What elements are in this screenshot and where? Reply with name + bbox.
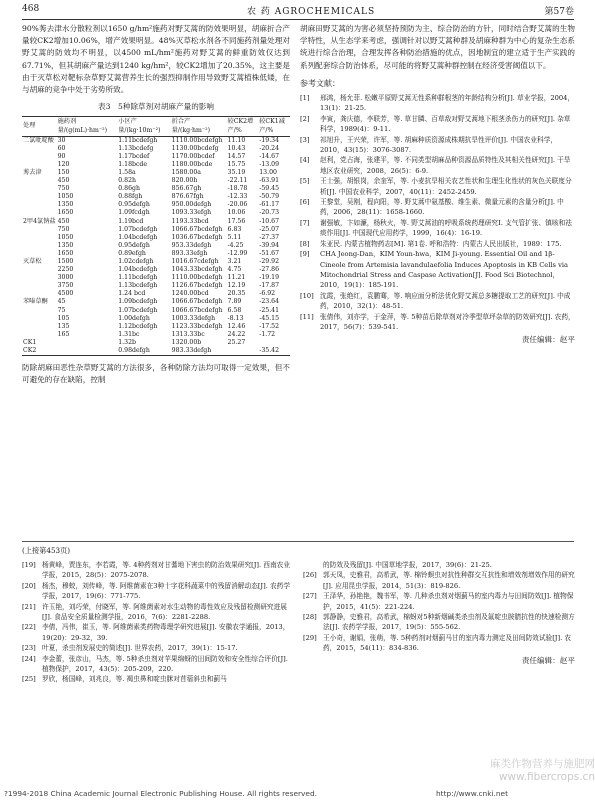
reference-item [300,291,575,312]
table-cell [22,201,57,209]
table-cell [258,339,290,347]
table-cell: 950.00defgh [171,201,212,209]
table-cell: 1.58a [118,168,136,176]
table-cell: 1066.67bcdefgh [171,225,223,233]
table-cell: 953.33defgh [171,241,212,249]
table-cell: -25.07 [259,225,280,233]
table-row [22,339,290,347]
table-cell: 12.19 [227,282,246,290]
table-cell: -19.34 [259,136,280,144]
table-cell: 150 [57,168,70,176]
table-header-cell: 较CK2增产/% [227,117,259,136]
table-row [22,266,290,274]
reference-item [300,312,575,333]
table-cell: 1.11bcdefgh [118,136,158,144]
reference-number: [3] [300,135,310,144]
table-cell: 1.04bcdefgh [118,233,158,241]
table-cell: 856.67gh [171,185,202,193]
table-cell: 0.86gh [118,185,140,193]
table-cell [57,339,118,347]
table-cell: 4.75 [227,266,242,274]
table-cell: -22.11 [227,177,248,185]
reference-number: [6] [300,198,310,207]
table-header-cell: 折合产量/(kg·hm⁻²) [171,117,227,136]
table-cell: 1050 [57,233,74,241]
reference-number: [23] [22,644,36,653]
table-cell: 1016.67cdefgh [171,258,219,266]
table-cell: -45.15 [259,314,280,322]
table-cell: 15.75 [227,160,246,168]
table-cell: 0.98defgh [117,347,170,356]
bottom-editor-note: 责任编辑：赵平 [521,655,575,665]
reference-number: [11] [300,312,314,321]
table-cell: 1110.00bcdefgh [171,274,223,282]
table-cell: -23.64 [259,298,280,306]
table-cell: 10.43 [227,144,246,152]
reference-list [300,93,575,332]
reference-number: [25] [22,675,36,684]
table-cell: 750 [57,185,70,193]
reference-item [22,560,292,581]
table-cell: 二氯吡啶酸 [23,136,54,144]
table-cell [22,209,57,217]
reference-item [22,602,292,623]
reference-number: [26] [303,571,317,580]
reference-item [300,249,575,291]
table-cell: 1126.67bcdefgh [171,282,223,290]
table-cell: 灭草松 [23,258,42,266]
table-row [22,193,290,201]
volume-label: 第57卷 [544,7,574,17]
table-cell: 165 [57,330,70,338]
table-cell: 1.17bcdef [118,152,150,160]
reference-text: 张倩伟，刘亦学，于金萍，等. 5种苗后除草剂对冷季型草坪杂草的防效研究[J]. 农药，2017，56(7)：539-541. [320,312,575,331]
table-cell: 6.83 [227,225,242,233]
table-row [22,136,290,145]
table-cell: 120 [57,160,70,168]
table-cell: 0.88fgh [118,193,143,201]
table-cell: 3750 [57,282,74,290]
table-cell: 35.19 [227,168,246,176]
table-cell: 11.21 [227,274,246,282]
table-cell: 14.57 [227,152,246,160]
table-cell: 1043.33bcdefgh [171,266,223,274]
bottom-right-column [303,560,575,666]
reference-text: 李寅，龚庆德，李联芳，等. 草甘膦、百草敌对野艾蒿地下根茎杀伤力的研究[J]. 杂草科学，1989(4)：9-11. [320,114,571,134]
table-row [22,315,290,323]
table-cell: 450 [57,177,70,185]
table-cell: -19.19 [259,274,280,282]
table-row [22,298,290,306]
reference-number: [4] [300,156,310,165]
left-outro-paragraph: 防除胡麻田恶性杂草野艾蒿的方法很多，各种防除方法均可取得一定效果，但不可避免的存在缺陷，控制 [22,363,290,385]
table-cell: 1320.00b [171,338,202,346]
table-cell: 1350 [57,241,74,249]
table-row [22,290,290,298]
table-cell: 17.56 [227,217,246,225]
table-cell: 1123.33bcdefgh [171,322,223,330]
page-footer [4,785,594,803]
table-cell: 1313.33bc [171,330,205,338]
reference-text: 杨杰，穆蛟，刘传峰，等. 阿维菌素在3种十字花科蔬菜中的残留消解动态[J]. 农药学学报，2017，19(6)：771-775. [42,581,291,601]
table-cell [22,250,57,258]
reference-text: 赵利，党占海，张建平，等. 不同类型胡麻品种资源品质特性及其相关性研究[J]. 干旱地区农业研究，2008，26(5)：6-9. [320,156,571,175]
table-cell: 莠去津 [23,168,42,176]
copyright-notice: ?1994-2018 China Academic Journal Electronic Publishing House. All rights reserved. [4,789,318,798]
reference-number: [8] [300,239,310,248]
table-cell [22,307,57,315]
table-cell: -4.25 [227,241,244,249]
table-cell: 1130.00bcdefg [171,144,219,152]
reference-text: 李金蕾，张彦山，马杰，等. 5种杀虫剂对苹果绵蚜的田间防效和安全性综合评价[J]. 植物保护，2017，43(5)：205-209，220. [42,654,288,674]
table-cell: -10.67 [259,217,280,225]
table-cell: 3000 [57,274,74,282]
table-cell: 6.58 [227,306,242,314]
table-cell: 1580.00a [171,168,201,176]
table-cell [22,193,57,201]
table-cell: 11.10 [227,136,246,144]
right-column [300,23,575,347]
table-cell: 1350 [57,201,74,209]
table-cell: -27.37 [259,233,280,241]
left-intro-paragraph: 90%莠去津水分散粒剂以1650 g/hm²施药对野艾蒿的防效果明显，胡麻折合产量较CK2增加10.06%，增产效果明显。48%灭草松水剂各不同施药剂量处理对野艾蒿的防效均不明显，以4500 mL/hm²施药对野艾蒿的鲜重防效仅达到67.71%，但其胡麻产量达到1240 kg/hm²，较CK2增加了20.35%，这主要是由于灭草松对靶标杂草野艾蒿营养生长的强烈抑制作用导致野艾蒿植株低矮，在与胡麻的竞争中处于劣势所致。 [22,24,290,95]
table-cell [22,266,57,274]
reference-item [300,176,575,197]
reference-text: 李倩，冯伟，崔玉，等. 阿维菌素类药物毒理学研究进展[J]. 安徽农学通报，2013，19(20)：29-32，39. [42,623,290,642]
reference-text: 杨黄峰，贾连东，李若霞，等. 4种药剂对甘蓍地下害虫的防治效果研究[J]. 西南农业学报，2015，28(5)：2075-2078. [42,561,291,580]
table-cell [22,145,57,153]
table-cell: CK1 [23,338,37,346]
table-cell [22,177,57,185]
reference-item [303,591,575,612]
table-cell [22,274,57,282]
table-cell [22,185,57,193]
table-cell: 45 [57,298,66,306]
table-cell: -6.92 [259,290,276,298]
reference-item [22,581,292,602]
table-cell: -51.67 [259,249,280,257]
table-cell: 135 [57,322,70,330]
reference-item [300,239,575,249]
table-cell: 0.82h [118,177,136,185]
table-row [22,242,290,250]
table-cell [22,282,57,290]
table-cell: 1.32b [118,338,136,346]
site-watermark: 麻类作物营养与施肥网 www.fibercrops.cn [490,758,595,783]
cnki-link[interactable]: http://www.cnki.net [436,789,509,798]
reference-text: 王泽华，孙艳艳，魏书军，等. 几种杀虫剂对烟蓟马的室内毒力与田间防效[J]. 植物保护，2015，41(5)：221-224. [323,592,574,611]
table-cell: 10.06 [227,209,246,217]
section-divider [22,541,574,542]
table-cell [22,242,57,250]
reference-text: CHA Jeong-Dan，KIM Youn-hwa，KIM Ji-young. Essential Oil and 1β-Cineole from Artemisia lavandulaefolia Induces Apoptosis in KB Cells via Mitochondrial Stress and Caspase Activation[J]. Food Sci Biotechnol，2010，19(1)：185-191. [320,250,569,290]
reference-item [300,114,575,135]
table-cell: -17.87 [259,282,280,290]
reference-text: 邢鸿，杨允菲. 松嫩平原野艾蒿无性系种群根茎的年龄结构分析[J]. 草业学报，2004，13(1)：21-25. [320,94,575,113]
table-cell: 1650 [57,249,74,257]
table-header-cell: 处理 [22,117,57,136]
table-cell: 1066.67bcdefgh [171,298,223,306]
table-cell: -50.79 [259,193,280,201]
table-cell: 1.11bcdefgh [118,274,158,282]
reference-item [22,674,292,684]
reference-text: 王士强，胡银岗，余奎军，等. 小麦抗旱相关农艺性状和生理生化性状的灰色关联度分析[J]. 中国农业科学，2007，40(11)：2452-2459. [320,177,572,196]
reference-text: 谢强敏，卞如濂，杨秋火，等. 野艾蒿油的呼吸系统药理研究Ⅰ. 支气管扩张、镇咳和祛痰作用[J]. 中国现代应用药学，1999，16(4)：16-19. [320,218,572,238]
table-cell: -14.67 [259,152,280,160]
table-cell: -20.06 [227,201,248,209]
reference-text: 祁旭升，王兴荣，许军，等. 胡麻种质资源成株期抗旱性评价[J]. 中国农业科学，2010，43(15)：3076-3087. [320,135,558,155]
yield-table [22,116,290,356]
table-cell: 5.11 [227,233,242,241]
table-cell: 30 [57,136,66,144]
table-cell [22,323,57,331]
table-cell: 1650 [57,209,74,217]
table-cell: 1003.33defgh [171,314,216,322]
table-row [22,258,290,266]
table-row [22,218,290,226]
table-cell: -63.91 [259,177,280,185]
table-cell: 893.33efgh [171,249,208,257]
table-cell: 1.07bcdefgh [118,225,158,233]
table-row [22,234,290,242]
table-body [22,136,290,356]
table-cell: 1180.00bcde [171,160,213,168]
running-header [22,4,574,20]
table-caption: 表3 5种除草剂对胡麻产量的影响 [98,102,214,112]
reference-number: [9] [300,250,310,259]
table-row [22,161,290,169]
reference-number: [2] [300,114,310,123]
header-rule [22,19,574,20]
table-cell [22,234,57,242]
table-cell: 0.95defgh [118,241,150,249]
table-cell: -1.72 [259,330,276,338]
table-cell [22,153,57,161]
table-cell: -20.24 [259,144,280,152]
table-cell: -12.99 [227,249,248,257]
table-row [22,209,290,217]
table-cell: -20.73 [259,209,280,217]
table-cell: -61.17 [259,201,280,209]
table-cell: 1170.00bcdef [171,152,215,160]
table-cell: -18.78 [227,185,248,193]
reference-number: [27] [303,592,317,601]
reference-item [303,570,575,591]
table-cell [22,226,57,234]
reference-text: 沈霞，张绝红，袁鹏骞，等. 响应面分析法优化野艾蒿总多糖提取工艺的研究[J]. 中成药，2010，32(1)：48-51. [320,291,571,311]
reference-text: 许玉艳，刘巧荣，付晓军，等. 阿维菌素对水生动物的毒性效应及残留检测研究进展[J]. 食品安全质量检测学报，2016，7(6)：2281-2288. [42,602,287,622]
reference-text: 郭天凤，史雅君，高希武，等. 棉铃螟虫对抗性种群交互抗性和增效剂增效作用的研究[J]. 应用昆虫学报，2014，51(3)：819-826. [323,571,575,590]
table-cell: -27.86 [259,266,280,274]
table-cell: -25.41 [259,306,280,314]
table-cell: 1093.33efgh [171,209,212,217]
table-cell: 75 [57,306,66,314]
table-cell: 1193.33bcd [171,217,209,225]
right-intro-paragraph: 胡麻田野艾蒿的为害必须坚持预防为主、综合防治的方针，同时结合野艾蒿的生物学特性，从生态学来考虑，强调针对以野艾蒿种群及胡麻种群为中心的复杂生态系统进行综合治理，合理发挥各种防治措施的优点，因地制宜的建立适于生产实践的系列配套综合防治体系，尽可能的将野艾蒿种群控制在经济受害阈值以下。 [300,24,575,70]
table-cell: 820.00h [171,177,198,185]
table-cell: 750 [57,225,70,233]
table-cell: 12.46 [227,322,246,330]
table-cell: 1110.00bcdefgh [171,136,223,144]
table-row [22,274,290,282]
table-row [22,347,290,356]
table-cell: -59.45 [259,185,280,193]
table-cell: -12.33 [227,193,248,201]
table-row [22,145,290,153]
reference-text: 的防效及残留[J]. 中国草地学报，2017，39(6)：21-25. [323,561,492,569]
table-row [22,177,290,185]
table-row [22,153,290,161]
table-row [22,185,290,193]
reference-item [22,643,292,653]
table-cell: -13.09 [259,160,280,168]
table-cell: CK2 [22,347,57,356]
table-cell: 3.21 [227,258,242,266]
table-cell: 25.27 [227,338,246,346]
reference-item [300,197,575,218]
journal-title: 农 药 AGROCHEMICALS [247,7,376,17]
table-cell: 1036.67bcdefgh [171,233,223,241]
table-cell: 1.18bcde [118,160,148,168]
table-cell: 1500 [57,258,74,266]
table-row [22,226,290,234]
table-cell: 1050 [57,193,74,201]
table-row [22,169,290,177]
table-cell: 983.33defgh [171,347,227,356]
reference-item [300,135,575,156]
table-cell: 1.13bcdefg [118,144,154,152]
reference-number: [21] [22,602,36,611]
table-cell: -39.94 [259,241,280,249]
reference-number: [5] [300,177,310,186]
table-row [22,307,290,315]
reference-number: [22] [22,623,36,632]
table-header-cell: 小区产量/(kg·10m⁻²) [117,117,170,136]
table-row [22,282,290,290]
table-cell: 1.09fcdgh [118,209,150,217]
table-cell: 450 [57,217,70,225]
table-cell: 1.13bcdefgh [118,282,158,290]
reference-item [22,622,292,643]
table-cell: 2250 [57,266,74,274]
table-row [22,250,290,258]
table-cell [57,347,118,356]
bottom-right-reference-list [303,560,575,654]
table-cell [22,315,57,323]
table-header-row [22,117,290,136]
table-cell: 13.00 [259,168,277,176]
table-cell [22,331,57,339]
reference-item [303,612,575,633]
reference-number: [7] [300,218,310,227]
table-cell: 1.07bcdefgh [118,306,158,314]
table-cell: 1.04bcdefgh [118,266,158,274]
table-row [22,323,290,331]
reference-item [303,560,575,570]
table-cell [22,161,57,169]
table-cell: 0.95defgh [118,201,150,209]
table-row [22,201,290,209]
table-cell: 60 [57,144,66,152]
reference-text: 王黎堂，吴刚，程向阳，等. 野艾蒿中氨基酸、维生素、微量元素的含量分析[J]. 中药，2006，28(11)：1658-1660. [320,198,564,217]
page-number: 468 [22,4,40,14]
reference-item [22,654,292,675]
table-cell: 1.00defgh [118,314,150,322]
table-cell: 1.09bcdefgh [118,298,158,306]
reference-number: [10] [300,291,314,300]
table-cell [227,347,259,356]
table-cell: 1240.00bcd [171,290,209,298]
table-row [22,331,290,339]
bottom-left-reference-list [22,560,292,685]
table-cell: -35.42 [258,347,290,356]
table-cell: 1.31bc [118,330,140,338]
references-heading: 参考文献： [300,78,340,88]
table-cell: -8.13 [227,314,244,322]
table-cell: 苯嗪草酮 [23,298,48,306]
reference-number: [24] [22,654,36,663]
reference-text: 郭静静，史雅君，高希武，棉蚜对5种新烟碱类杀虫剂及氟啶虫胺腈抗性的快速检测方法[J]. 农药学学报，2017，19(5)：555-562. [323,613,575,632]
table-cell: 24.22 [227,330,246,338]
table-cell: -29.92 [259,258,280,266]
table-cell: 105 [57,314,70,322]
table-cell: 876.67fgh [171,193,204,201]
reference-item [303,633,575,654]
table-cell: 7.89 [227,298,242,306]
table-header-cell: 较CK1减产/% [258,117,290,136]
table-cell: 2甲4氯钠盐 [23,217,56,225]
table-cell: 1.02cdefgh [118,258,154,266]
reference-number: [29] [303,633,317,642]
table-cell: 0.89efgh [118,249,146,257]
table-cell: 20.35 [227,290,246,298]
reference-text: 罗欣，杨国峰，刘兆良，等. 褐虫鼻和啶虫脒对苜蓿斜虫和蓟马 [42,675,227,684]
table-cell: 1.19bcd [118,217,144,225]
reference-number: [1] [300,94,310,103]
continuation-label: (上接第453页) [22,546,71,555]
table-header-cell: 施药剂量/(g(mL)·hm⁻²) [57,117,118,136]
reference-item [300,218,575,239]
reference-item [300,93,575,114]
bottom-left-column [22,560,292,685]
reference-text: 叶夏，杀虫剂发展史的简述[J]. 世界农药，2017，39(1)：15-17. [42,644,238,653]
reference-text: 朱亚民. 内蒙古植物药志[M]. 第1卷. 呼和浩特：内蒙古人民出版社，1989：175. [320,239,562,248]
table-cell: -17.52 [259,322,280,330]
reference-number: [20] [22,581,36,590]
left-column [22,23,290,387]
reference-item [300,155,575,176]
table-cell: 1.12bcdefgh [118,322,158,330]
reference-number: [19] [22,561,36,569]
table-cell: 90 [57,152,66,160]
table-cell: 1.24 bcd [118,290,146,298]
reference-number: [28] [303,613,317,622]
reference-text: 王小奇，谢娟，张萌，等. 5种药剂对烟蓟马甘的室内毒力测定及田间防效试验[J]. 农药，2015，54(11)：834-836. [323,633,572,653]
table-cell: 1066.67bcdefgh [171,306,223,314]
table-cell: 4500 [57,290,74,298]
editor-note: 责任编辑：赵平 [521,335,575,345]
